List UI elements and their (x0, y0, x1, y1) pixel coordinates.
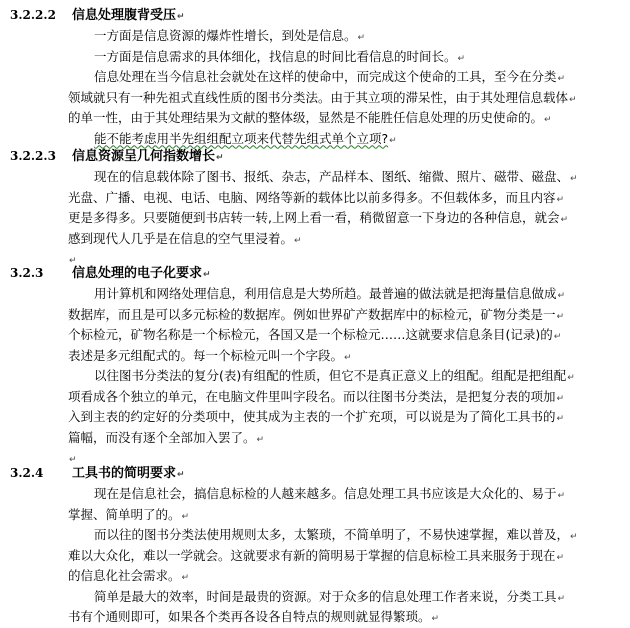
paragraph (0, 587, 630, 628)
text-line: 掌握、简单明了的。↵ (68, 506, 190, 522)
section-number: 3.2.3 (10, 266, 44, 280)
text-line: 数据库，而且是可以多元标检的数据库。例如世界矿产数据库中的标检元，矿物分类是一↵ (68, 306, 565, 322)
paragraph-mark-icon: ↵ (344, 352, 352, 363)
section-number: 3.2.2.2 (10, 8, 56, 22)
text-line: 以往图书分类法的复分(表)有组配的性质，但它不是真正意义上的组配。组配是把组配↵ (94, 368, 575, 383)
paragraph-mark-icon: ↵ (553, 332, 562, 342)
paragraph-mark-icon: ↵ (216, 153, 224, 163)
paragraph-mark-icon: ↵ (177, 470, 185, 480)
text-line: 一方面是信息需求的具体细化，找信息的时间比看信息的时间长。↵ (94, 48, 466, 64)
text-line: 篇幅，而没有逐个全部加入罢了。↵ (68, 429, 265, 445)
paragraph-mark-icon: ↵ (69, 455, 77, 465)
text-line: 表述是多元组配式的。每一个标检元叫一个字段。↵ (68, 347, 352, 363)
paragraph-mark-icon: ↵ (556, 311, 565, 322)
section-title: 信息处理的电子化要求 (72, 266, 203, 281)
paragraph-mark-icon: ↵ (181, 573, 190, 583)
paragraph (0, 284, 630, 366)
paragraph (0, 167, 630, 249)
paragraph-mark-icon: ↵ (570, 174, 578, 184)
paragraph-mark-icon: ↵ (177, 12, 185, 22)
paragraph-mark-icon: ↵ (567, 373, 575, 383)
section-heading (0, 462, 630, 484)
text-line: 难以大众化，难以一学就会。这就要求有新的简明易于掌握的信息标检工具来服务于现在↵ (68, 547, 565, 563)
paragraph-mark-icon: ↵ (560, 215, 569, 225)
paragraph-mark-icon: ↵ (556, 414, 565, 424)
paragraph (0, 47, 630, 68)
section-3-2-2-2 (0, 4, 630, 149)
paragraph (0, 484, 630, 525)
text-line: 项看成各个独立的单元，在电脑文件里叫字段名。而以往图书分类法，是把复分表的项加↵ (68, 388, 565, 404)
paragraph-mark-icon: ↵ (357, 33, 366, 43)
paragraph-mark-icon: ↵ (181, 511, 190, 522)
section-title: 信息资源呈几何指数增长 (72, 149, 216, 164)
section-heading (0, 262, 630, 284)
paragraph-mark-icon: ↵ (294, 235, 302, 246)
paragraph-mark-icon: ↵ (556, 194, 565, 205)
text-line: 简单是最大的效率，时间是最贵的资源。对于众多的信息处理工作者来说，分类工具↵ (94, 588, 566, 604)
paragraph (0, 67, 630, 129)
paragraph-mark-icon: ↵ (457, 53, 466, 64)
text-line: 的单一性，由于其处理结果为文献的整体级，显然是不能胜任信息处理的历史使命的。↵ (68, 110, 552, 125)
text-line: 领域就只有一种先祖式直线性质的图书分类法。由于其立项的滞呆性，由于其处理信息载体↵ (68, 89, 577, 105)
text-line: 现在是信息社会，搞信息标检的人越来越多。信息处理工具书应该是大众化的、易于↵ (94, 486, 566, 501)
paragraph-mark-icon: ↵ (556, 552, 565, 563)
paragraph-mark-icon: ↵ (544, 115, 552, 125)
paragraph-mark-icon: ↵ (431, 614, 440, 624)
section-number: 3.2.2.3 (10, 149, 56, 163)
section-number: 3.2.4 (10, 466, 44, 480)
section-heading (0, 4, 630, 26)
paragraph-mark-icon: ↵ (557, 291, 566, 301)
text-line: 书有个通则即可，如果各个类再各设各自特点的规则就显得繁琐。↵ (68, 609, 440, 624)
paragraph (0, 366, 630, 448)
paragraph-mark-icon: ↵ (557, 74, 566, 84)
text-line: 而以往的图书分类法使用规则太多，太繁琐，不简单明了，不易快速掌握，难以普及，↵ (94, 527, 578, 542)
text-line: 现在的信息载体除了图书、报纸、杂志，产品样本、图纸、缩微、照片、磁带、磁盘、↵ (94, 169, 578, 184)
paragraph-mark-icon: ↵ (256, 434, 265, 445)
text-line: 入到主表的约定好的分类项中，使其成为主表的一个扩充项，可以说是为了简化工具书的↵ (68, 409, 565, 424)
paragraph-mark-icon: ↵ (569, 94, 577, 105)
text-line: 更是多得多。只要随便到书店转一转,上网上看一看，稍微留意一下身边的各种信息，就会↵ (68, 210, 569, 225)
paragraph (0, 26, 630, 47)
paragraph-mark-icon: ↵ (557, 593, 566, 604)
text-line: 用计算机和网络处理信息，利用信息是大势所趋。最普遍的做法就是把海量信息做成↵ (94, 286, 566, 301)
paragraph (0, 525, 630, 587)
text-line: 光盘、广播、电视、电话、电脑、网络等新的载体比以前多得多。不但载体多，而且内容↵ (68, 189, 565, 205)
paragraph-mark-icon: ↵ (556, 393, 565, 404)
section-3-2-4 (0, 462, 630, 628)
paragraph-mark-icon: ↵ (570, 532, 578, 542)
paragraph-mark-icon: ↵ (557, 491, 566, 501)
paragraph-mark-icon: ↵ (69, 256, 77, 266)
paragraph-mark-icon: ↵ (389, 135, 397, 146)
section-3-2-2-3 (0, 145, 630, 269)
text-line: 的信息化社会需求。↵ (68, 568, 190, 583)
text-line: 能不能考虑用半先组组配立项来代替先组式单个立项?↵ (94, 130, 397, 146)
section-title: 信息处理腹背受压 (72, 8, 177, 23)
text-line: 信息处理在当今信息社会就处在这样的使命中，而完成这个使命的工具，至今在分类↵ (94, 69, 566, 84)
section-title: 工具书的简明要求 (72, 466, 177, 481)
text-line: 个标检元，矿物名称是一个标检元，各国又是一个标检元……这就要求信息条目(记录)的↵ (68, 327, 562, 342)
text-line: 感到现代人几乎是在信息的空气里浸着。↵ (68, 230, 302, 246)
section-3-2-3 (0, 262, 630, 468)
text-line: 一方面是信息资源的爆炸性增长，到处是信息。↵ (94, 28, 366, 43)
section-heading (0, 145, 630, 167)
paragraph-mark-icon: ↵ (203, 270, 211, 280)
